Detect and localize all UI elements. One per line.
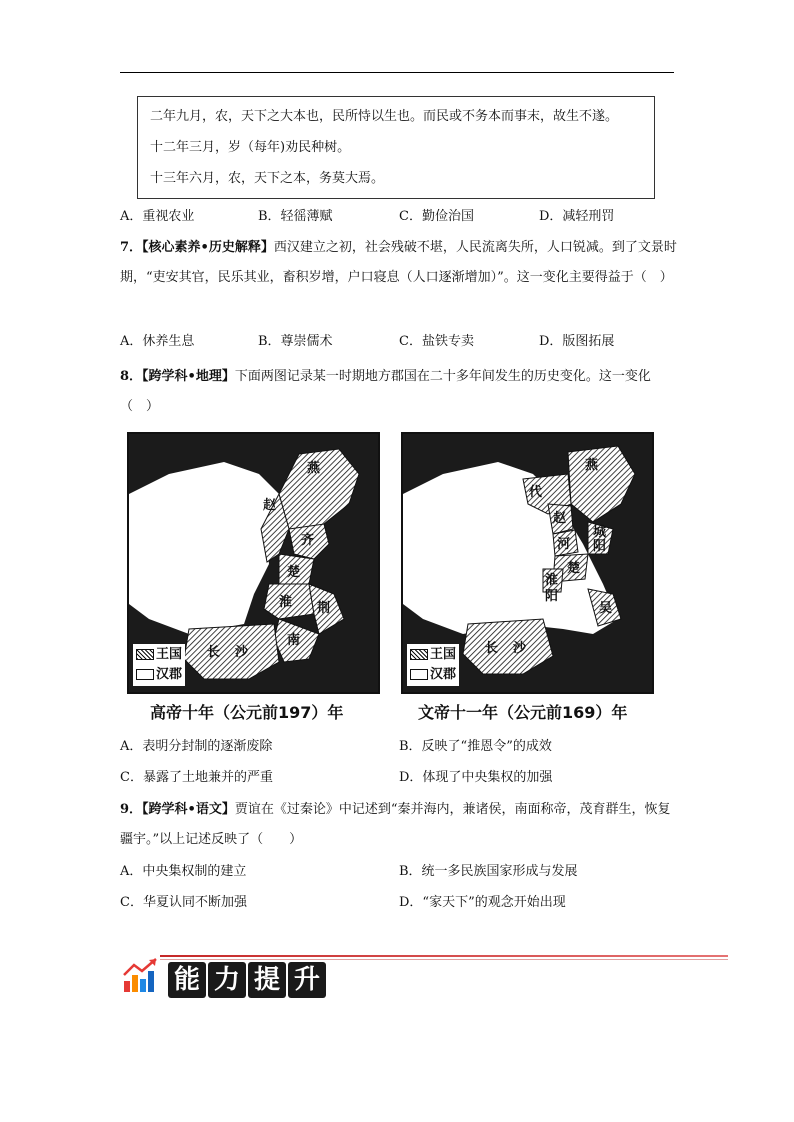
q8-options-row2 — [120, 767, 680, 789]
q7-option-a[interactable]: A．休养生息 — [120, 334, 195, 349]
legend-kingdom-swatch — [136, 649, 154, 660]
map-right — [401, 432, 654, 694]
map-right-label: 燕 — [585, 458, 599, 473]
map-right-label: 阳 — [593, 539, 607, 554]
map-right-label: 城 — [593, 525, 607, 540]
q6-option-c[interactable]: C．勤俭治国 — [399, 209, 474, 224]
map-left-label: 淮 — [279, 595, 293, 610]
map-left-label: 长 — [207, 645, 221, 660]
han-commandery-west — [129, 462, 279, 634]
q8-text: 下面两图记录某一时期地方郡国在二十多年间发生的历史变化。这一变化（ ） — [120, 369, 651, 414]
q7-option-d[interactable]: D．版图拓展 — [539, 334, 615, 349]
q6-option-a[interactable]: A．重视农业 — [120, 209, 195, 224]
q7-options — [120, 331, 680, 353]
map-right-label: 淮 — [545, 573, 559, 588]
map-left-label: 赵 — [263, 498, 277, 513]
banner-rule-thin — [160, 959, 728, 960]
q7-tag: 【核心素养•历史解释】 — [142, 240, 274, 255]
q7-text: 西汉建立之初，社会残破不堪，人民流离失所，人口锐减。到了文景时期，“吏安其官，民乐其业，畜积岁增，户口寝息（人口逐渐增加）”。这一变化主要得益于（ ） — [120, 240, 677, 285]
q6-options — [120, 206, 680, 228]
q8-tag: 【跨学科•地理】 — [142, 369, 235, 384]
banner-rule — [160, 955, 728, 957]
q8-option-d[interactable]: D．体现了中央集权的加强 — [399, 770, 553, 785]
map-left-label: 荆 — [317, 601, 331, 616]
banner-char: 能 — [168, 962, 206, 998]
q9-number: 9． — [120, 802, 143, 817]
q9-options-row1 — [120, 861, 680, 883]
legend-commandery-label: 汉郡 — [430, 667, 457, 682]
q7-option-c[interactable]: C．盐铁专卖 — [399, 334, 474, 349]
map-right-caption: 文帝十一年（公元前169）年 — [418, 703, 628, 722]
q8-option-b[interactable]: B．反映了“推恩令”的成效 — [399, 739, 552, 754]
legend-kingdom-swatch — [410, 649, 428, 660]
map-right-label: 沙 — [513, 641, 527, 656]
map-right-label: 楚 — [567, 561, 581, 576]
map-right-label: 代 — [529, 485, 543, 500]
banner-char: 升 — [288, 962, 326, 998]
legend-kingdom-label: 王国 — [156, 647, 183, 662]
quote-line: 十二年三月，岁（每年)劝民种树。 — [150, 140, 351, 155]
kingdom-yan — [568, 446, 635, 522]
q9-options-row2 — [120, 892, 680, 914]
legend-commandery-swatch — [410, 669, 428, 680]
banner-char: 力 — [208, 962, 246, 998]
q8-number: 8． — [120, 369, 143, 384]
map-left-label: 沙 — [235, 645, 249, 660]
q9-option-a[interactable]: A．中央集权制的建立 — [120, 864, 247, 879]
q9-option-d[interactable]: D．“家天下”的观念开始出现 — [399, 895, 566, 910]
banner-char: 提 — [248, 962, 286, 998]
q6-option-d[interactable]: D．减轻刑罚 — [539, 209, 615, 224]
q8-stem — [120, 362, 680, 422]
q7-option-b[interactable]: B．尊崇儒术 — [258, 334, 333, 349]
q9-option-c[interactable]: C．华夏认同不断加强 — [120, 895, 247, 910]
map-left — [127, 432, 380, 694]
map-right-label: 赵 — [553, 511, 567, 526]
legend-commandery-swatch — [136, 669, 154, 680]
map-right-label: 阳 — [545, 589, 559, 604]
map-left-caption: 高帝十年（公元前197）年 — [150, 703, 344, 722]
map-left-label: 齐 — [301, 533, 315, 548]
q8-option-a[interactable]: A．表明分封制的逐渐废除 — [120, 739, 273, 754]
map-right-legend — [407, 644, 459, 686]
map-left-label: 燕 — [307, 461, 321, 476]
quote-line: 十三年六月，农，天下之本，务莫大焉。 — [150, 171, 385, 186]
q6-option-b[interactable]: B．轻徭薄赋 — [258, 209, 333, 224]
q9-text: 贾谊在《过秦论》中记述到“秦并海内，兼诸侯，南面称帝，茂育群生，恢复疆宇。”以上记述反映了（ ） — [120, 802, 671, 847]
kingdom-changsha — [463, 619, 553, 674]
map-left-label: 楚 — [287, 565, 301, 580]
map-left-legend — [133, 644, 185, 686]
q8-options-row1 — [120, 736, 680, 758]
q9-tag: 【跨学科•语文】 — [142, 802, 235, 817]
map-left-label: 南 — [287, 633, 301, 648]
q9-option-b[interactable]: B．统一多民族国家形成与发展 — [399, 864, 578, 879]
bar-chart-arrow-icon — [122, 957, 162, 993]
map-right-label: 长 — [485, 641, 499, 656]
banner-title — [168, 962, 326, 998]
q8-option-c[interactable]: C．暴露了土地兼并的严重 — [120, 770, 273, 785]
q9-stem — [120, 795, 680, 855]
legend-commandery-label: 汉郡 — [156, 667, 183, 682]
top-rule — [120, 72, 674, 73]
q7-number: 7． — [120, 240, 143, 255]
q7-stem — [120, 233, 680, 293]
legend-kingdom-label: 王国 — [430, 647, 457, 662]
map-right-label: 河 — [557, 537, 571, 552]
quote-box — [137, 96, 655, 199]
kingdom-changsha — [184, 624, 279, 679]
quote-line: 二年九月，农，天下之大本也，民所恃以生也。而民或不务本而事末，故生不遂。 — [150, 109, 619, 124]
map-right-label: 吴 — [599, 601, 613, 616]
